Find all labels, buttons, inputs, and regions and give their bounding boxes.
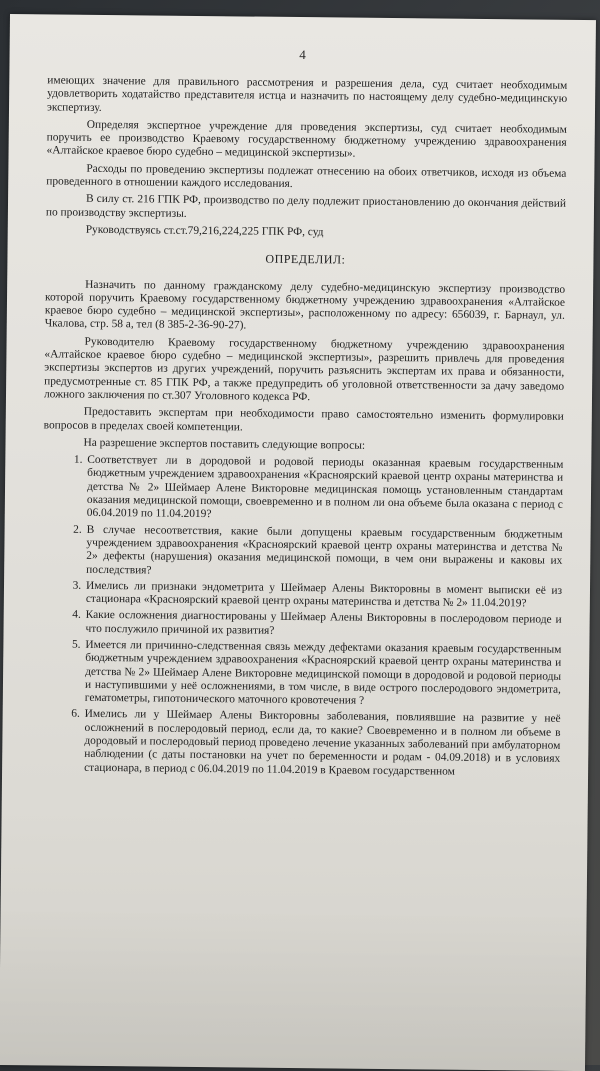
lighting-shadow [0, 905, 587, 1071]
paragraph: Предоставить экспертам при необходимости право самостоятельно изменить формулировки вопросов в пределах своей компетенции. [43, 406, 564, 433]
question-item: 6. Имелись ли у Шеймаер Алены Викторовны заболевания, повлиявшие на развитие у неё осложнений в послеродовый период, если да, то какие? Своевременно и в полном ли объеме в дородовый и послеродовый период проведено лечение указанных заболеваний при амбулаторном наблюдении (с даты постановки на учет по беременности и родам - 04.09.2018) и в условиях стационара, в период с 06.04.2019 по 11.04.2019 в Краевом государственном [82, 708, 561, 779]
page-number: 4 [299, 47, 306, 63]
paragraph: Расходы по проведению экспертизы подлежат отнесению на обоих ответчиков, исходя из объема проведенного в отношении каждого исследования. [46, 162, 567, 191]
paragraph: Определяя экспертное учреждение для проведения экспертизы, суд считает необходимым поручить ее производство Краевому государственному бюджетному учреждению здравоохранения «Алтайское краевое бюро судебно – медицинской экспертизы». [46, 118, 567, 161]
section-heading: ОПРЕДЕЛИЛ: [265, 251, 346, 267]
paragraph: На разрешение экспертов поставить следующие вопросы: [83, 436, 366, 452]
document-page [0, 14, 596, 1071]
question-item: 2. В случае несоответствия, какие были допущены краевым государственным бюджетным учреждением здравоохранения «Красноярский краевой центр охраны материнства и детства № 2» дефекты (нарушения) оказания медицинской помощи, в чем они выражены и каковы их последствия? [84, 523, 563, 581]
question-item: 5. Имеется ли причинно-следственная связь между дефектами оказания краевым государственным бюджетным учреждением здравоохранения «Красноярский краевой центр охраны материнства и детства № 2» Шеймаер Алене Викторовне медицинской помощи в дородовой и родовой периоды и наступившими у неё осложнениями, в том числе, в виде острого послеродового эндометрита, гематометры, гипотонического маточного кровотечения ? [83, 639, 562, 710]
questions-list [40, 453, 563, 779]
question-item: 3. Имелись ли признаки эндометрита у Шеймаер Алены Викторовны в момент выписки её из стационара «Красноярский краевой центр охраны материнства и детства № 2» 11.04.2019? [84, 580, 562, 612]
document-body [40, 74, 567, 782]
paragraph: Назначить по данному гражданскому делу судебно-медицинскую экспертизу производство которой поручить Краевому государственному бюджетному учреждению здравоохранения «Алтайское краевое бюро судебно – медицинской экспертизы», расположенному по адресу: 656039, г. Барнаул, ул. Чкалова, стр. 58 а, тел (8 385-2-36-90-27). [44, 278, 566, 332]
paragraph: В силу ст. 216 ГПК РФ, производство по делу подлежит приостановлению до окончания действий по производству экспертизы. [45, 193, 567, 220]
question-item: 1. Соответствует ли в дородовой и родовой периоды оказанная краевым государственным бюджетным учреждением здравоохранения «Красноярский краевой центр охраны материнства и детства № 2» Шеймаер Алене Викторовне медицинская помощь установленным стандартам оказания медицинской помощи, своевременно и в полном ли она объеме была оказана с период с 06.04.2019 по 11.04.2019? [85, 454, 564, 525]
paragraph: Руководителю Краевому государственному бюджетному учреждению здравоохранения «Алтайское краевое бюро судебно – медицинской экспертизы», разрешить привлечь для проведения экспертизы экспертов из других учреждений, поручить разъяснить экспертам их права и обязанности, предусмотренные ст. 85 ГПК РФ, а также предупредить об уголовной ответственности за дачу заведомо ложного заключения по ст.307 Уголовного кодекса РФ. [43, 335, 565, 404]
paragraph: имеющих значение для правильного рассмотрения и разрешения дела, суд считает необходимым удовлетворить ходатайство представителя истца и назначить по настоящему делу судебно-медицинскую экспертизу. [46, 74, 568, 114]
question-item: 4. Какие осложнения диагностированы у Шеймаер Алены Викторовны в послеродовом периоде и что послужило причиной их развития? [83, 609, 561, 641]
paragraph: Руководствуясь ст.ст.79,216,224,225 ГПК РФ, суд [85, 223, 324, 239]
